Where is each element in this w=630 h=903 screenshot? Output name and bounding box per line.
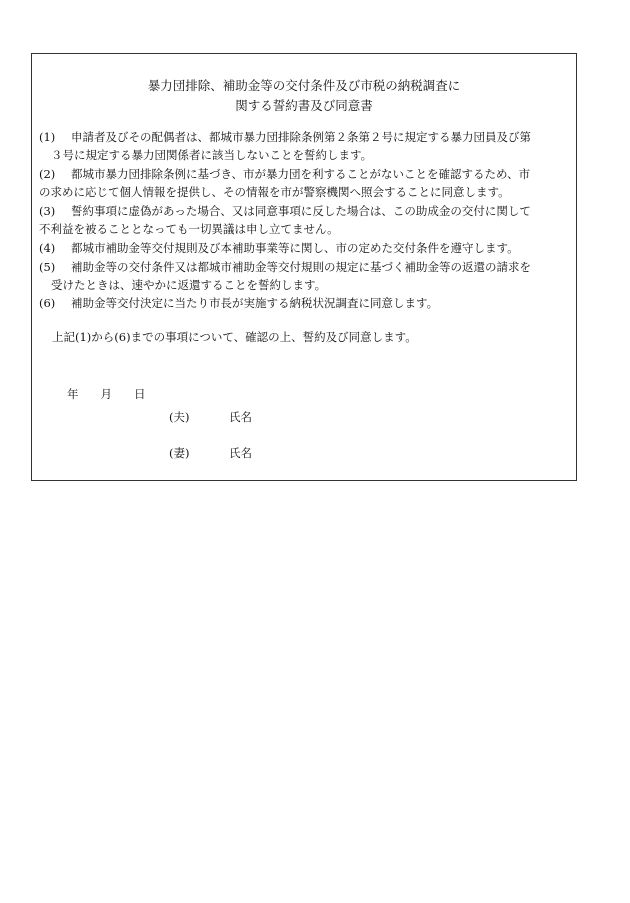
husband-name-label: 氏名 (229, 410, 252, 424)
clause-number: (4) (39, 241, 56, 255)
month-label: 月 (100, 387, 112, 401)
clause-3 (39, 202, 569, 238)
clause-text: 都城市補助金等交付規則及び本補助事業等に関し、市の定めた交付条件を遵守します。 (71, 241, 519, 255)
wife-signature-row (169, 444, 252, 462)
clause-text-continued: 不利益を被ることとなっても一切異議は申し立てません。 (39, 222, 339, 236)
clause-text: 都城市暴力団排除条例に基づき、市が暴力団を利することがないことを確認するため、市 (71, 167, 531, 181)
wife-role-label: (妻) (169, 446, 190, 460)
clause-4 (39, 239, 569, 257)
clause-number: (5) (39, 260, 56, 274)
clause-6 (39, 294, 569, 312)
clause-number: (6) (39, 296, 56, 310)
clause-text: 申請者及びその配偶者は、都城市暴力団排除条例第２条第２号に規定する暴力団員及び第 (71, 130, 531, 144)
date-field (67, 385, 146, 403)
year-label: 年 (67, 387, 79, 401)
pledge-summary: 上記(1)から(6)までの事項について、確認の上、誓約及び同意します。 (52, 330, 417, 344)
husband-role-label: (夫) (169, 410, 190, 424)
clause-2 (39, 165, 569, 201)
clause-number: (3) (39, 204, 56, 218)
clause-text: 誓約事項に虚偽があった場合、又は同意事項に反した場合は、この助成金の交付に関して (71, 204, 531, 218)
clause-text: 補助金等の交付条件又は都城市補助金等交付規則の規定に基づく補助金等の返還の請求を (71, 260, 531, 274)
clause-text: 補助金等交付決定に当たり市長が実施する納税状況調査に同意します。 (71, 296, 439, 310)
clause-5 (39, 258, 569, 294)
day-label: 日 (134, 387, 146, 401)
pledge-document (31, 53, 577, 481)
document-title-line-2: 関する誓約書及び同意書 (235, 98, 373, 113)
clause-number: (1) (39, 130, 56, 144)
clause-text-continued: の求めに応じて個人情報を提供し、その情報を市が警察機関へ照会することに同意します。 (39, 185, 510, 199)
clause-1 (39, 128, 569, 164)
clause-number: (2) (39, 167, 56, 181)
clause-text-continued: ３号に規定する暴力団関係者に該当しないことを誓約します。 (51, 148, 373, 162)
clause-text-continued: 受けたときは、速やかに返還することを誓約します。 (51, 278, 327, 292)
document-title-line-1: 暴力団排除、補助金等の交付条件及び市税の納税調査に (147, 78, 461, 93)
wife-name-label: 氏名 (229, 446, 252, 460)
husband-signature-row (169, 408, 252, 426)
